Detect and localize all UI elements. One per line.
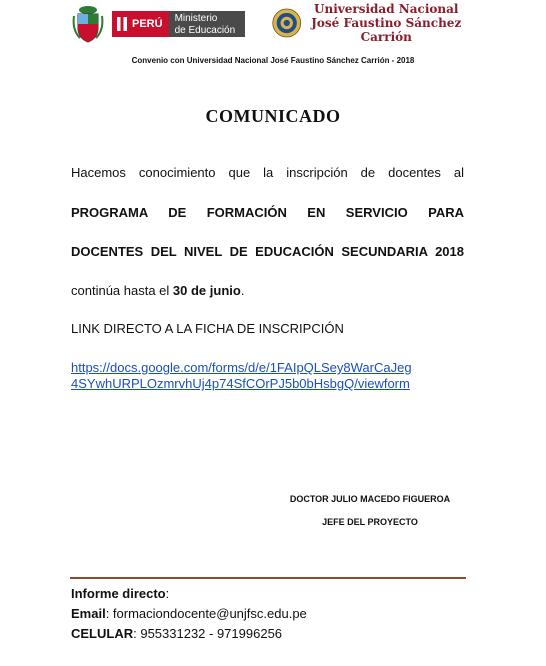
divider xyxy=(70,577,466,579)
signatory-role: JEFE DEL PROYECTO xyxy=(322,517,418,527)
header xyxy=(70,2,466,46)
university-seal-icon xyxy=(272,4,302,42)
university-name-line1: Universidad Nacional xyxy=(314,2,459,16)
registration-link-line2[interactable]: 4SYwhURPLOzmrvhUj4p74SfCOrPJ5b0bHsbgQ/viewform xyxy=(71,376,410,391)
contact-phone xyxy=(71,626,471,642)
signatory-name: DOCTOR JULIO MACEDO FIGUEROA xyxy=(289,494,451,504)
university-logo xyxy=(272,2,466,44)
registration-link-line1[interactable]: https://docs.google.com/forms/d/e/1FAIpQLSey8WarCaJeg xyxy=(71,360,412,375)
contact-email xyxy=(71,606,471,622)
phone-label: CELULAR xyxy=(71,626,134,641)
page-title: COMUNICADO xyxy=(205,106,341,126)
minedu-logo xyxy=(70,4,245,44)
peru-label xyxy=(112,11,169,37)
university-name-line2: José Faustino Sánchez Carrión xyxy=(311,16,462,44)
deadline-suffix: . xyxy=(240,283,245,298)
phone-value: : 955331232 - 971996256 xyxy=(133,626,283,641)
contact-heading-label: Informe directo xyxy=(71,586,166,601)
flag-icon xyxy=(117,17,127,31)
link-label: LINK DIRECTO A LA FICHA DE INSCRIPCIÓN xyxy=(71,321,344,336)
university-name xyxy=(307,2,467,44)
program-line2: DOCENTES DEL NIVEL DE EDUCACIÓN SECUNDARIA 2018 xyxy=(71,244,464,259)
ministry-name xyxy=(169,11,246,37)
deadline-text xyxy=(71,283,464,299)
peru-coat-of-arms-icon xyxy=(70,4,106,44)
program-line1: PROGRAMA DE FORMACIÓN EN SERVICIO PARA xyxy=(71,205,464,220)
email-label: Email xyxy=(71,606,106,621)
deadline-date: 30 de junio xyxy=(172,283,241,298)
ministry-line2: de Educación xyxy=(174,25,236,36)
deadline-prefix: continúa hasta el xyxy=(71,283,173,298)
ministry-line1: Ministerio xyxy=(174,13,218,24)
contact-heading-suffix: : xyxy=(165,586,170,601)
email-value[interactable]: : formaciondocente@unjfsc.edu.pe xyxy=(105,606,307,621)
registration-link[interactable] xyxy=(71,360,464,392)
agreement-subtitle: Convenio con Universidad Nacional José Faustino Sánchez Carrión - 2018 xyxy=(131,56,415,65)
country-name: PERÚ xyxy=(132,18,163,30)
intro-text: Hacemos conocimiento que la inscripción de docentes al xyxy=(71,165,464,180)
contact-heading xyxy=(71,586,471,602)
